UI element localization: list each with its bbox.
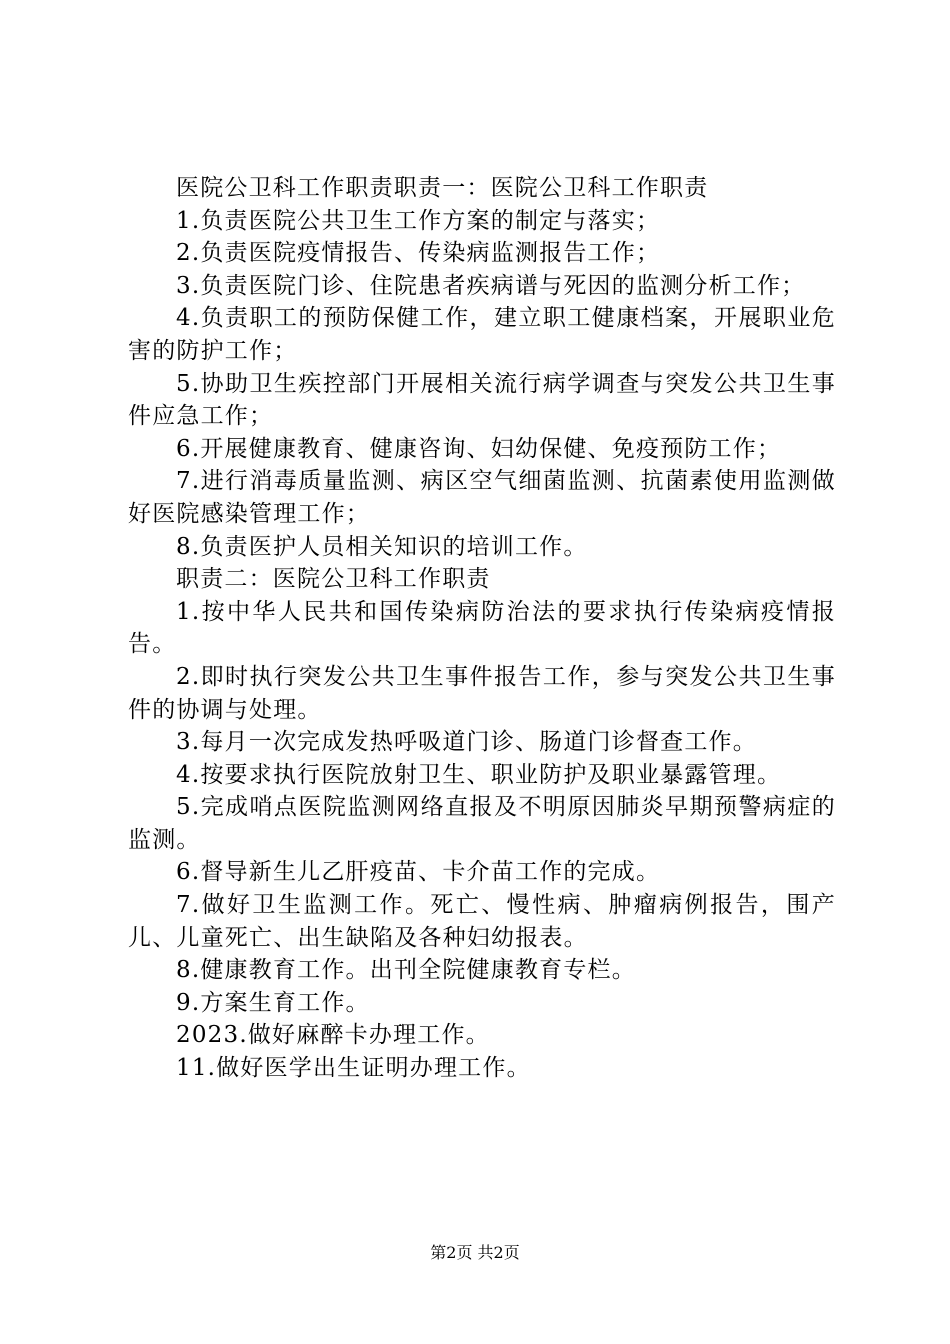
paragraph: 3.负责医院门诊、住院患者疾病谱与死因的监测分析工作； <box>176 272 806 299</box>
page-number-footer: 第2页 共2页 <box>430 1243 520 1262</box>
paragraph: 11.做好医学出生证明办理工作。 <box>176 1055 531 1082</box>
paragraph: 1.负责医院公共卫生工作方案的制定与落实； <box>176 207 661 234</box>
paragraph: 5.协助卫生疾控部门开展相关流行病学调查与突发公共卫生事件应急工作； <box>128 370 836 430</box>
paragraph: 2023.做好麻醉卡办理工作。 <box>176 1022 490 1049</box>
paragraph: 8.健康教育工作。出刊全院健康教育专栏。 <box>176 957 636 984</box>
paragraph: 2.负责医院疫情报告、传染病监测报告工作； <box>176 240 661 267</box>
paragraph: 1.按中华人民共和国传染病防治法的要求执行传染病疫情报告。 <box>128 598 836 658</box>
paragraph: 9.方案生育工作。 <box>176 989 370 1016</box>
paragraph: 7.做好卫生监测工作。死亡、慢性病、肿瘤病例报告，围产儿、儿童死亡、出生缺陷及各种妇幼报表。 <box>128 892 836 951</box>
paragraph: 4.按要求执行医院放射卫生、职业防护及职业暴露管理。 <box>176 761 782 788</box>
section-heading: 职责二：医院公卫科工作职责 <box>176 566 491 593</box>
paragraph: 6.开展健康教育、健康咨询、妇幼保健、免疫预防工作； <box>176 435 782 462</box>
paragraph: 4.负责职工的预防保健工作，建立职工健康档案，开展职业危害的防护工作； <box>128 305 836 364</box>
paragraph: 5.完成哨点医院监测网络直报及不明原因肺炎早期预警病症的监测。 <box>128 794 836 853</box>
paragraph: 3.每月一次完成发热呼吸道门诊、肠道门诊督查工作。 <box>176 729 757 756</box>
document-body <box>128 172 836 1085</box>
document-heading: 医院公卫科工作职责职责一：医院公卫科工作职责 <box>176 175 709 201</box>
paragraph: 7.进行消毒质量监测、病区空气细菌监测、抗菌素使用监测做好医院感染管理工作； <box>128 468 836 527</box>
paragraph: 8.负责医护人员相关知识的培训工作。 <box>176 533 588 560</box>
paragraph: 6.督导新生儿乙肝疫苗、卡介苗工作的完成。 <box>176 859 661 886</box>
paragraph: 2.即时执行突发公共卫生事件报告工作，参与突发公共卫生事件的协调与处理。 <box>128 663 836 723</box>
